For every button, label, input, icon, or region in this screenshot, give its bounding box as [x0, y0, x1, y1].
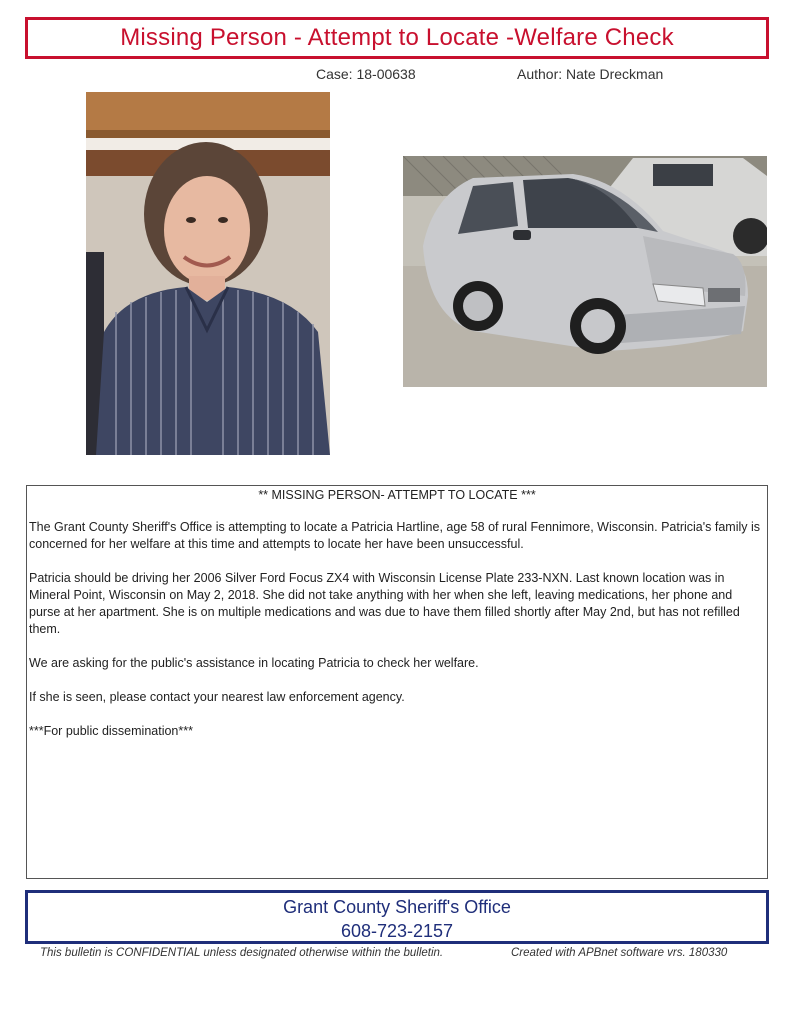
- title-box: [25, 17, 769, 59]
- confidential-note: This bulletin is CONFIDENTIAL unless designated otherwise within the bulletin.: [40, 947, 444, 959]
- bulletin-paragraph: We are asking for the public's assistance in locating Patricia to check her welfare.: [29, 656, 479, 670]
- bulletin-paragraph: If she is seen, please contact your nearest law enforcement agency.: [29, 690, 405, 704]
- bulletin-body: [26, 485, 768, 879]
- agency-name: Grant County Sheriff's Office: [283, 897, 511, 917]
- software-note: Created with APBnet software vrs. 180330: [511, 947, 728, 959]
- bulletin-heading: ** MISSING PERSON- ATTEMPT TO LOCATE ***: [258, 488, 536, 502]
- author: Author: Nate Dreckman: [517, 66, 664, 82]
- agency-contact-box: [25, 890, 769, 944]
- page-title: Missing Person - Attempt to Locate -Welfare Check: [120, 24, 674, 51]
- missing-person-photo: [86, 92, 330, 455]
- agency-phone: 608-723-2157: [340, 921, 454, 941]
- case-number: Case: 18-00638: [316, 66, 416, 82]
- bulletin-paragraph: ***For public dissemination***: [29, 724, 193, 738]
- bulletin-paragraph: The Grant County Sheriff's Office is attempting to locate a Patricia Hartline, age 58 of rural Fennimore, Wisconsin. Patricia's family is concerned for her welfare at this time and attempts to locate her have been unsuccessful.: [29, 520, 761, 551]
- vehicle-photo: [403, 156, 767, 387]
- bulletin-paragraph: Patricia should be driving her 2006 Silver Ford Focus ZX4 with Wisconsin License Plate 233-NXN. Last known location was in Mineral Point, Wisconsin on May 2, 2018. She did not take anything with her when she left, leaving medications, her phone and purse at her apartment. She is on multiple medications and was due to have them filled shortly after May 2nd, but has not refilled them.: [29, 571, 740, 636]
